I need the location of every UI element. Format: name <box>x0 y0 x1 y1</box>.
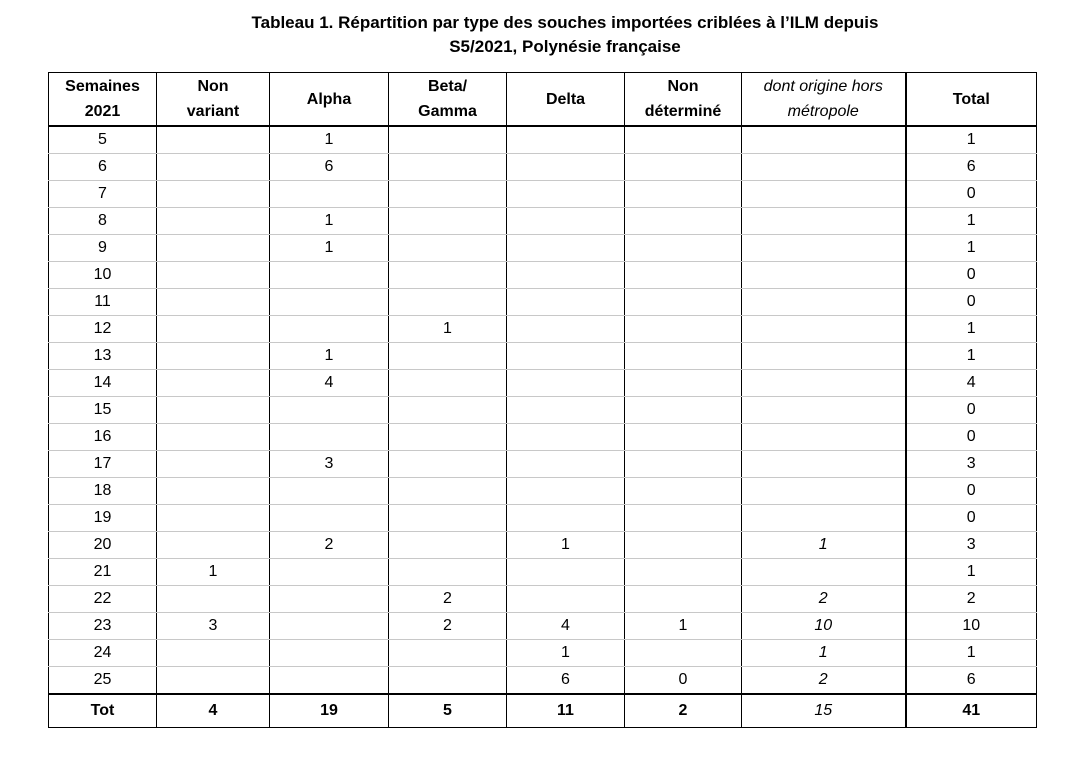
count-cell: 6 <box>906 154 1037 181</box>
count-cell <box>625 262 742 289</box>
count-cell: 1 <box>906 343 1037 370</box>
count-cell <box>742 262 906 289</box>
count-cell <box>389 397 507 424</box>
count-cell <box>157 370 270 397</box>
count-cell <box>507 424 625 451</box>
week-cell: 25 <box>49 667 157 695</box>
count-cell <box>742 451 906 478</box>
table-row <box>49 126 1037 154</box>
table-row <box>49 532 1037 559</box>
count-cell: 1 <box>906 559 1037 586</box>
table-row <box>49 235 1037 262</box>
count-cell <box>157 505 270 532</box>
count-cell <box>507 181 625 208</box>
count-cell: 0 <box>906 289 1037 316</box>
total-cell: 2 <box>625 694 742 728</box>
header-non-variant <box>157 73 270 127</box>
week-cell: 17 <box>49 451 157 478</box>
header-text-line: Gamma <box>418 103 477 120</box>
table-row <box>49 640 1037 667</box>
count-cell <box>507 559 625 586</box>
count-cell <box>270 505 389 532</box>
count-cell <box>270 667 389 695</box>
week-cell: 11 <box>49 289 157 316</box>
count-cell: 0 <box>906 397 1037 424</box>
total-cell: 41 <box>906 694 1037 728</box>
count-cell: 1 <box>742 532 906 559</box>
count-cell <box>270 181 389 208</box>
count-cell <box>389 505 507 532</box>
table-row <box>49 397 1037 424</box>
count-cell: 2 <box>389 586 507 613</box>
count-cell: 6 <box>507 667 625 695</box>
count-cell <box>270 640 389 667</box>
count-cell <box>389 154 507 181</box>
count-cell: 1 <box>507 640 625 667</box>
count-cell <box>507 343 625 370</box>
count-cell <box>157 397 270 424</box>
count-cell <box>270 289 389 316</box>
week-cell: 12 <box>49 316 157 343</box>
count-cell <box>507 370 625 397</box>
count-cell <box>625 343 742 370</box>
count-cell: 1 <box>625 613 742 640</box>
count-cell: 10 <box>906 613 1037 640</box>
header-total <box>906 73 1037 127</box>
week-cell: 20 <box>49 532 157 559</box>
total-cell: 15 <box>742 694 906 728</box>
count-cell <box>157 586 270 613</box>
total-cell: 11 <box>507 694 625 728</box>
count-cell <box>625 640 742 667</box>
count-cell <box>389 343 507 370</box>
count-cell: 4 <box>270 370 389 397</box>
count-cell <box>389 559 507 586</box>
header-text-line: Delta <box>545 90 586 108</box>
count-cell: 1 <box>270 126 389 154</box>
count-cell <box>389 370 507 397</box>
total-cell: 4 <box>157 694 270 728</box>
table-row <box>49 451 1037 478</box>
week-cell: 14 <box>49 370 157 397</box>
count-cell <box>507 154 625 181</box>
count-cell <box>507 235 625 262</box>
count-cell <box>389 451 507 478</box>
count-cell <box>157 235 270 262</box>
count-cell <box>157 640 270 667</box>
count-cell <box>625 478 742 505</box>
count-cell <box>157 667 270 695</box>
week-cell: 6 <box>49 154 157 181</box>
count-cell: 0 <box>906 505 1037 532</box>
count-cell <box>270 424 389 451</box>
count-cell <box>389 424 507 451</box>
count-cell <box>507 126 625 154</box>
count-cell <box>389 667 507 695</box>
count-cell: 1 <box>906 640 1037 667</box>
count-cell <box>157 532 270 559</box>
count-cell <box>742 208 906 235</box>
count-cell: 2 <box>270 532 389 559</box>
count-cell: 3 <box>270 451 389 478</box>
count-cell: 4 <box>906 370 1037 397</box>
table-row <box>49 154 1037 181</box>
header-weeks <box>49 73 157 127</box>
count-cell: 2 <box>906 586 1037 613</box>
count-cell: 1 <box>906 126 1037 154</box>
week-cell: 19 <box>49 505 157 532</box>
header-text-line: métropole <box>787 103 859 120</box>
count-cell <box>389 208 507 235</box>
header-beta-gamma <box>389 73 507 127</box>
count-cell <box>270 586 389 613</box>
week-cell: 9 <box>49 235 157 262</box>
table-row <box>49 181 1037 208</box>
count-cell: 2 <box>742 667 906 695</box>
header-row <box>49 73 1037 127</box>
count-cell: 10 <box>742 613 906 640</box>
count-cell <box>157 262 270 289</box>
count-cell <box>507 478 625 505</box>
header-text-line: dont origine hors <box>763 78 883 95</box>
count-cell <box>625 181 742 208</box>
header-text-line: Semaines <box>65 78 140 95</box>
count-cell <box>157 451 270 478</box>
header-origin-outside-metropole <box>742 73 906 127</box>
count-cell <box>625 586 742 613</box>
table-row <box>49 478 1037 505</box>
table-row <box>49 208 1037 235</box>
week-cell: 23 <box>49 613 157 640</box>
table-row <box>49 586 1037 613</box>
count-cell <box>742 126 906 154</box>
header-text-line: Non <box>667 78 699 95</box>
count-cell <box>270 262 389 289</box>
count-cell <box>157 289 270 316</box>
count-cell <box>507 451 625 478</box>
count-cell <box>389 235 507 262</box>
table-row <box>49 424 1037 451</box>
week-cell: 5 <box>49 126 157 154</box>
count-cell: 1 <box>270 208 389 235</box>
table-row <box>49 316 1037 343</box>
count-cell <box>389 640 507 667</box>
count-cell <box>625 289 742 316</box>
count-cell <box>625 316 742 343</box>
count-cell <box>157 424 270 451</box>
table-row <box>49 343 1037 370</box>
count-cell <box>270 559 389 586</box>
week-cell: 24 <box>49 640 157 667</box>
count-cell <box>625 559 742 586</box>
count-cell <box>625 370 742 397</box>
count-cell <box>742 424 906 451</box>
count-cell <box>507 262 625 289</box>
header-text-line: variant <box>186 103 240 120</box>
count-cell: 3 <box>906 532 1037 559</box>
count-cell <box>625 532 742 559</box>
count-cell <box>625 154 742 181</box>
count-cell: 2 <box>389 613 507 640</box>
count-cell <box>742 505 906 532</box>
count-cell <box>157 154 270 181</box>
table-body <box>49 126 1037 694</box>
header-text-line: Alpha <box>306 90 352 108</box>
header-delta <box>507 73 625 127</box>
count-cell <box>270 316 389 343</box>
header-text-line: Non <box>197 78 229 95</box>
count-cell <box>625 126 742 154</box>
count-cell <box>742 289 906 316</box>
table-row <box>49 505 1037 532</box>
week-cell: 21 <box>49 559 157 586</box>
total-row <box>49 694 1037 728</box>
count-cell: 1 <box>507 532 625 559</box>
count-cell <box>157 343 270 370</box>
count-cell: 6 <box>270 154 389 181</box>
header-text-line: déterminé <box>644 103 722 120</box>
count-cell: 1 <box>906 235 1037 262</box>
count-cell: 1 <box>742 640 906 667</box>
count-cell <box>742 559 906 586</box>
week-cell: 22 <box>49 586 157 613</box>
count-cell: 0 <box>906 262 1037 289</box>
count-cell <box>507 208 625 235</box>
count-cell: 1 <box>906 208 1037 235</box>
header-non-determined <box>625 73 742 127</box>
count-cell: 0 <box>625 667 742 695</box>
count-cell: 0 <box>906 181 1037 208</box>
count-cell <box>270 478 389 505</box>
week-cell: 7 <box>49 181 157 208</box>
count-cell <box>742 343 906 370</box>
count-cell <box>507 289 625 316</box>
table-row <box>49 667 1037 695</box>
header-text-line: Beta/ <box>427 78 468 95</box>
week-cell: 16 <box>49 424 157 451</box>
count-cell <box>389 181 507 208</box>
count-cell <box>389 478 507 505</box>
count-cell <box>507 586 625 613</box>
week-cell: 8 <box>49 208 157 235</box>
table-row <box>49 262 1037 289</box>
count-cell <box>270 613 389 640</box>
week-cell: 15 <box>49 397 157 424</box>
count-cell <box>742 397 906 424</box>
count-cell: 6 <box>906 667 1037 695</box>
count-cell <box>157 208 270 235</box>
count-cell <box>389 532 507 559</box>
count-cell <box>270 397 389 424</box>
count-cell <box>157 316 270 343</box>
week-cell: 13 <box>49 343 157 370</box>
table-title-line-1: Tableau 1. Répartition par type des souches importées criblées à l’ILM depuis <box>251 13 879 32</box>
count-cell <box>742 154 906 181</box>
table-row <box>49 559 1037 586</box>
count-cell: 0 <box>906 424 1037 451</box>
total-cell: 19 <box>270 694 389 728</box>
count-cell <box>742 370 906 397</box>
count-cell <box>742 181 906 208</box>
count-cell <box>507 505 625 532</box>
week-cell: 10 <box>49 262 157 289</box>
count-cell <box>742 316 906 343</box>
count-cell <box>625 424 742 451</box>
table-row <box>49 289 1037 316</box>
count-cell: 1 <box>389 316 507 343</box>
count-cell <box>625 235 742 262</box>
count-cell <box>157 126 270 154</box>
header-text-line: Total <box>952 90 990 108</box>
count-cell: 4 <box>507 613 625 640</box>
header-text-line: 2021 <box>84 103 121 120</box>
count-cell <box>625 451 742 478</box>
table-row <box>49 370 1037 397</box>
count-cell: 1 <box>270 343 389 370</box>
count-cell: 3 <box>906 451 1037 478</box>
count-cell <box>507 316 625 343</box>
count-cell: 1 <box>270 235 389 262</box>
count-cell: 2 <box>742 586 906 613</box>
strain-distribution-table <box>48 72 1037 728</box>
total-cell: 5 <box>389 694 507 728</box>
header-alpha <box>270 73 389 127</box>
count-cell <box>157 478 270 505</box>
table-title-line-2: S5/2021, Polynésie française <box>449 37 681 56</box>
week-cell: 18 <box>49 478 157 505</box>
count-cell: 1 <box>157 559 270 586</box>
count-cell <box>742 478 906 505</box>
count-cell <box>742 235 906 262</box>
count-cell <box>389 126 507 154</box>
count-cell <box>389 262 507 289</box>
count-cell <box>625 208 742 235</box>
count-cell <box>625 505 742 532</box>
total-label: Tot <box>49 694 157 728</box>
table-row <box>49 613 1037 640</box>
count-cell <box>157 181 270 208</box>
count-cell <box>625 397 742 424</box>
count-cell: 1 <box>906 316 1037 343</box>
count-cell: 0 <box>906 478 1037 505</box>
count-cell: 3 <box>157 613 270 640</box>
count-cell <box>507 397 625 424</box>
count-cell <box>389 289 507 316</box>
